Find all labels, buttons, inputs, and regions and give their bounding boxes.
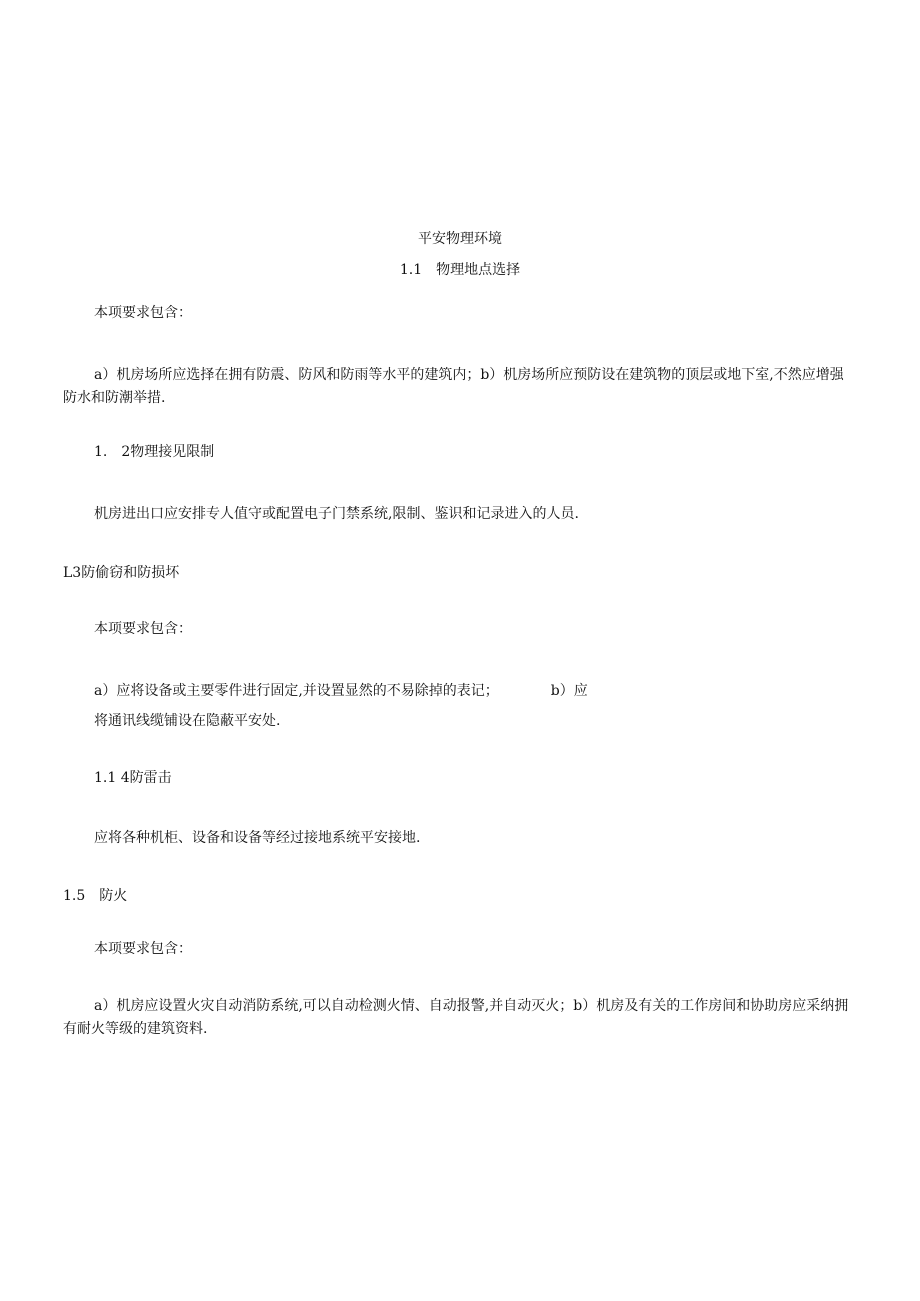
section-body-1-1: a）机房场所应选择在拥有防震、防风和防雨等水平的建筑内；b）机房场所应预防设在建筑物的顶层或地下室,不然应增强防水和防潮举措.	[63, 367, 844, 406]
section-body-1-3-line1	[94, 681, 588, 701]
section-heading-1-3: L3防偷窃和防损坏	[63, 565, 180, 581]
section-body-1-5: a）机房应设置火灾自动消防系统,可以自动检测火情、自动报警,并自动灭火；b）机房及有关的工作房间和协助房应采纳拥有耐火等级的建筑资料.	[63, 998, 849, 1037]
section-body-1-2: 机房进出口应安排专人值守或配置电子门禁系统,限制、鉴识和记录进入的人员.	[94, 506, 579, 522]
section-body-1-3-part-a: a）应将设备或主要零件进行固定,并设置显然的不易除掉的表记；	[94, 683, 499, 699]
section-heading-1-2: 1. 2物理接见限制	[94, 444, 215, 460]
document-title: 平安物理环境	[418, 231, 502, 247]
section-heading-1-4: 1.1 4防雷击	[94, 770, 172, 786]
section-heading-1-5: 1.5 防火	[63, 888, 128, 904]
section-intro-1-3: 本项要求包含：	[94, 621, 192, 637]
section-body-1-4: 应将各种机柜、设备和设备等经过接地系统平安接地.	[94, 830, 421, 846]
section-heading-1-1: 1.1 物理地点选择	[399, 262, 521, 278]
section-intro-1-5: 本项要求包含：	[94, 941, 192, 957]
section-body-1-3-part-b: b）应	[550, 683, 588, 699]
section-body-1-3-line2: 将通讯线缆铺设在隐蔽平安处.	[94, 713, 281, 729]
section-intro-1-1: 本项要求包含：	[94, 305, 192, 321]
